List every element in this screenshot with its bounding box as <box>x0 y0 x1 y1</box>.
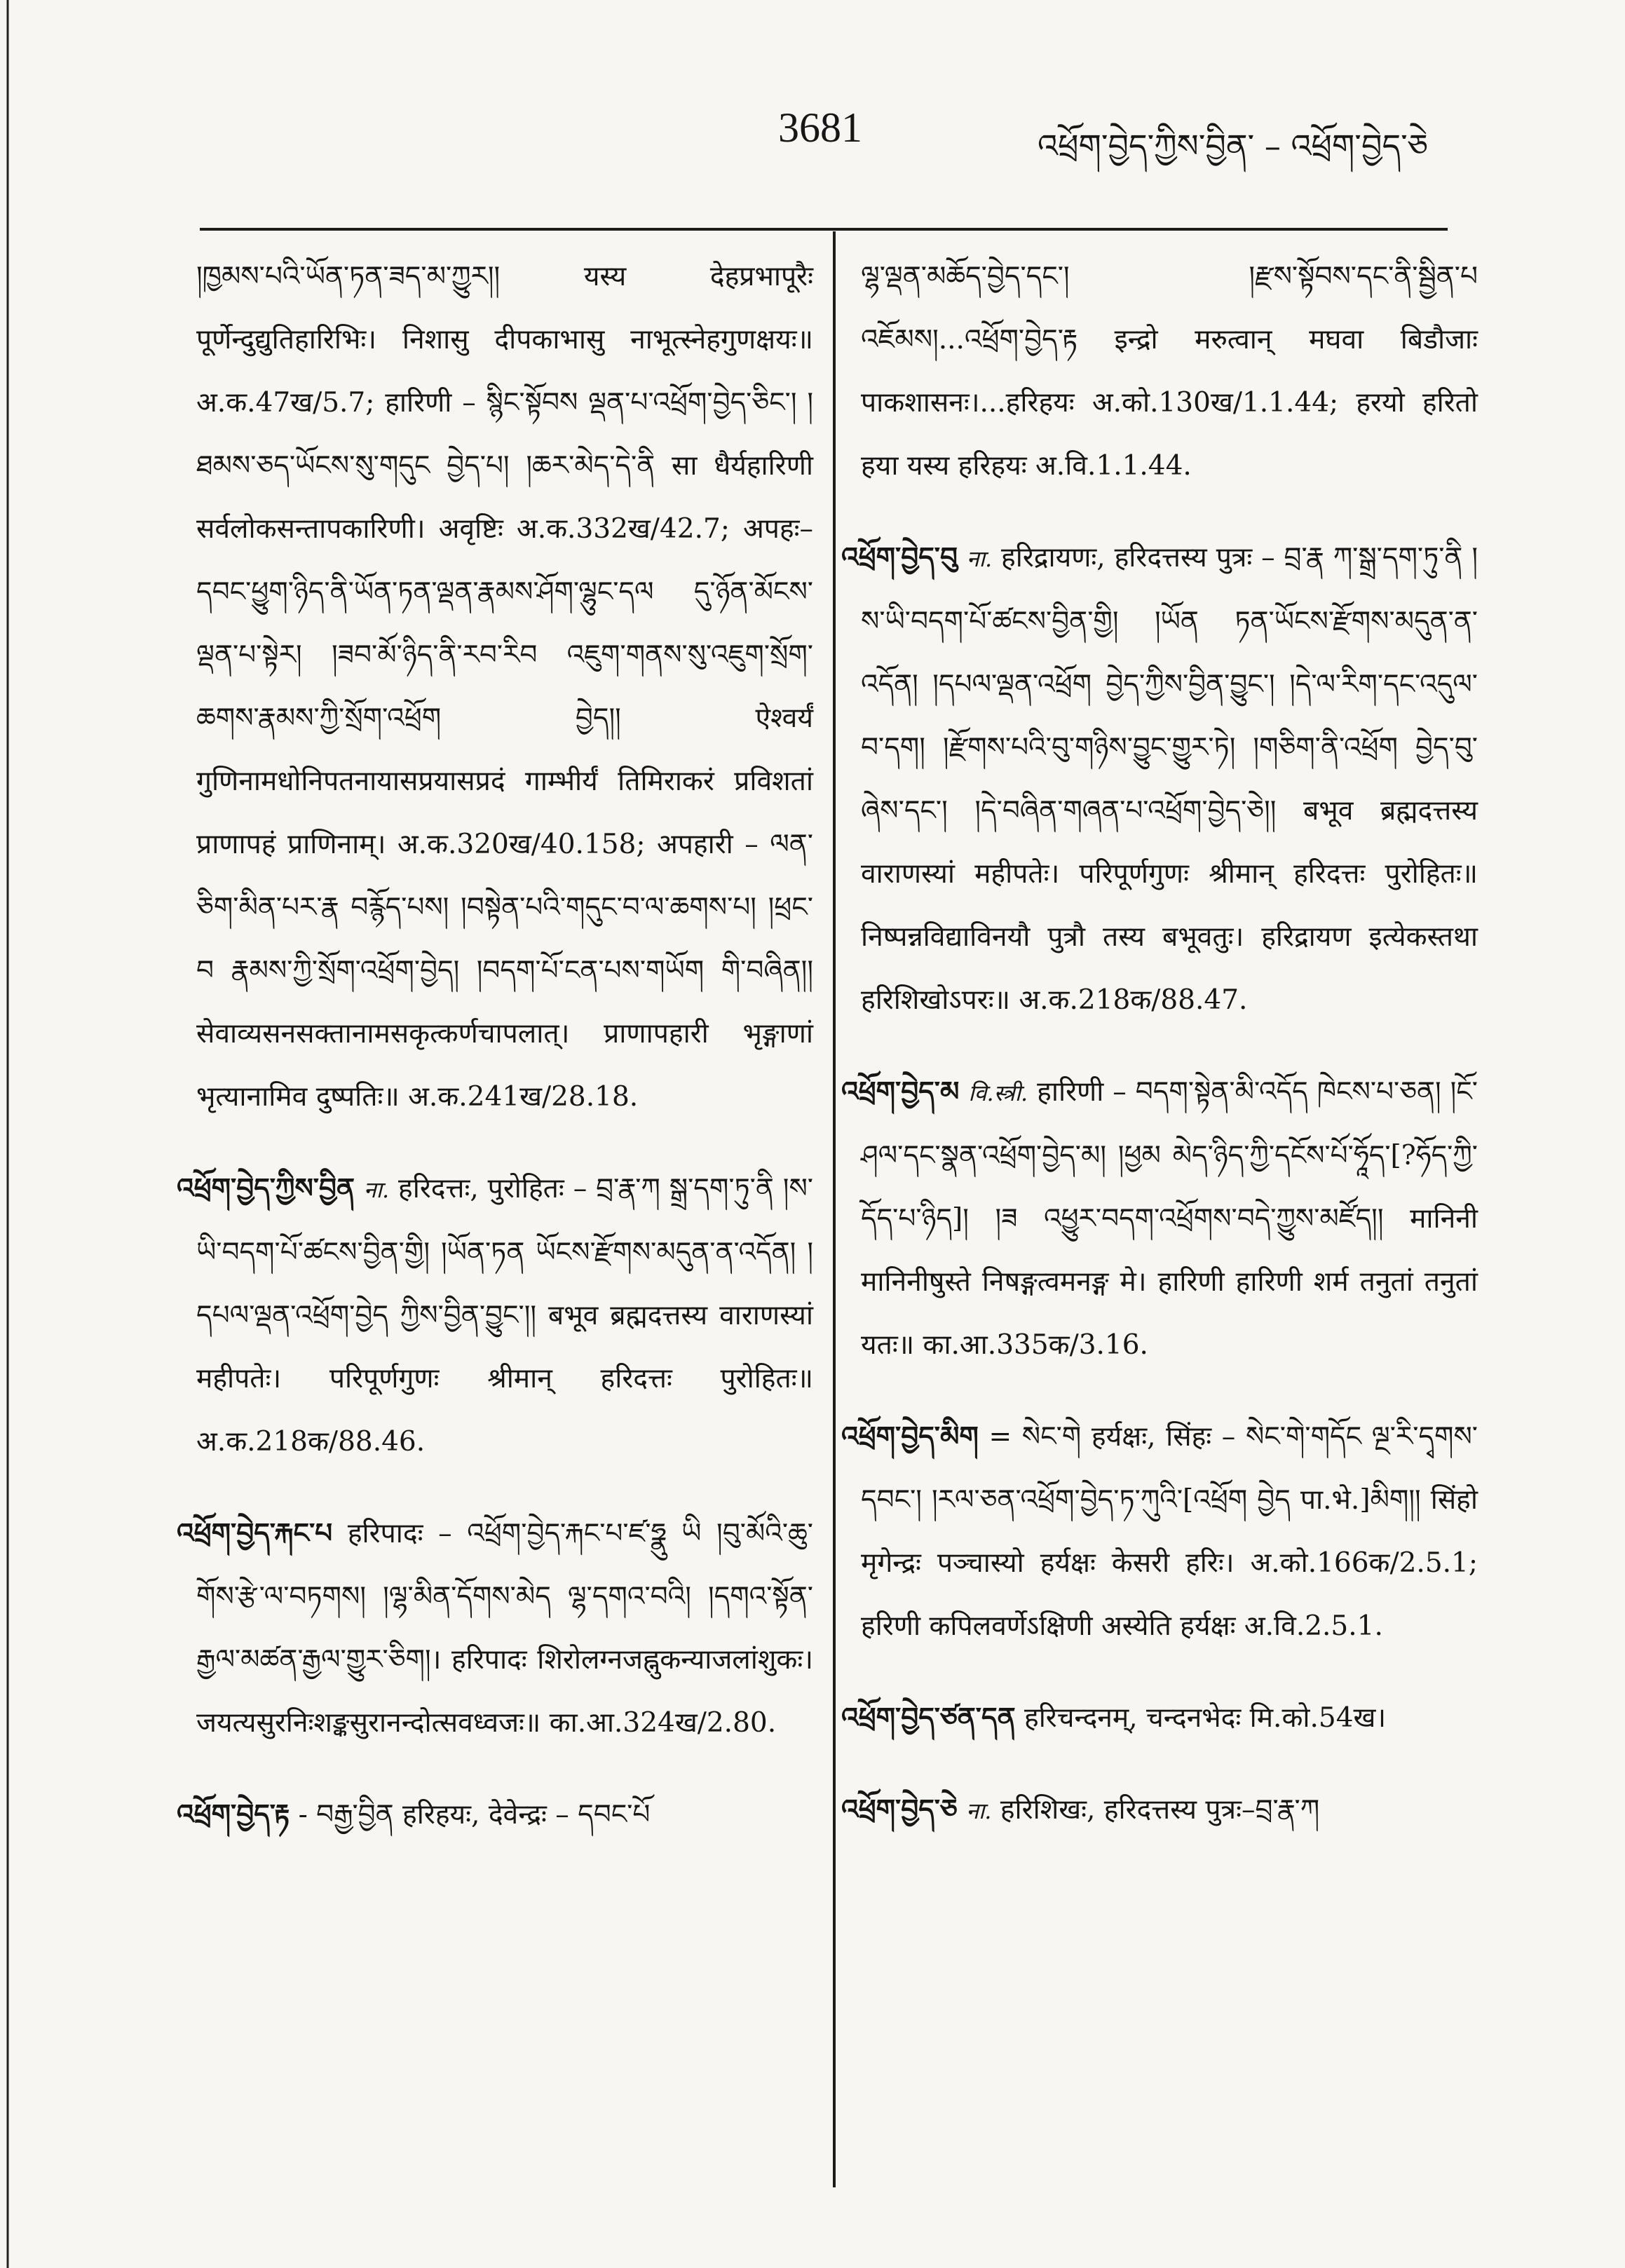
entry-headword: འཕྲོག་བྱེད་ཀྱིས་བྱིན <box>177 1172 355 1204</box>
dictionary-entry <box>861 245 1478 498</box>
entry-body: །ཁྱམས་པའི་ཡོན་ཏན་ཟད་མ་ཀྱུར།། यस्य देहप्रभापूरैः पूर्णेन्दुद्युतिहारिभिः। निशासु दीपकाभासु नाभूत्स्नेहगुणक्षयः॥ अ.क.47ख/5.7; हारिणी – སྙིང་སྟོབས ལྡན་པ་འཕྲོག་བྱེད་ཅིང་། །ཐམས་ཅད་ཡོངས་སུ་གདུང བྱེད་པ། །ཆར་མེད་དེ་ནི सा धैर्यहारिणी सर्वलोकसन्तापकारिणी। अवृष्टिः अ.क.332ख/42.7; अपहः– དབང་ཕྱུག་ཉིད་ནི་ཡོན་ཏན་ལྡན་རྣམས་ཤོག་ལྷུང་དལ དུ་ཉོན་མོངས་ལྡན་པ་སྟེར། །ཟབ་མོ་ཉིད་ནི་རབ་རིབ འཇུག་གནས་སུ་འཇུག་སྲོག་ཆགས་རྣམས་ཀྱི་སྲོག་འཕྲོག བྱེད།། ऐश्वर्यं गुणिनामधोनिपतनायासप्रयासप्रदं गाम्भीर्यं तिमिराकरं प्रविशतां प्राणापहं प्राणिनाम्। अ.क.320ख/40.158; अपहारी – ལན་ཅིག་མིན་པར་རྣ བརྙོད་པས། །བསྟེན་པའི་གདུང་བ་ལ་ཆགས་པ། །ཕྲང་བ རྣམས་ཀྱི་སྲོག་འཕྲོག་བྱེད། །བདག་པོ་ངན་པས་གཡོག གི་བཞིན།། सेवाव्यसनसक्तानामसकृत्कर्णचापलात्। प्राणापहारी भृङ्गाणां भृत्यानामिव दुष्पतिः॥ अ.क.241ख/28.18. <box>196 261 813 1113</box>
entry-headword: འཕྲོག་བྱེད་ཙན་དན <box>841 1702 1016 1734</box>
dictionary-entry <box>177 1783 813 1847</box>
entry-body: - བརྒྱ་བྱིན हरिहयः, देवेन्द्रः – དབང་པོ <box>298 1799 651 1831</box>
entry-grammar: ना. <box>966 1798 992 1824</box>
page-number: 3681 <box>778 104 862 151</box>
left-column <box>177 245 813 1875</box>
dictionary-entry <box>841 1686 1478 1750</box>
entry-grammar: ना. <box>966 545 993 572</box>
entry-body: हरिचन्दनम्, चन्दनभेदः मि.को.54ख। <box>1024 1702 1387 1734</box>
entry-body: हरिद्रायणः, हरिदत्तस्य पुत्रः – བྲ་རྣ ཀ་སྒྲ་དག་ཏུ་ནི །ས་ཡི་བདག་པོ་ཚངས་བྱིན་གྱི། །ཡོན ཏན་ཡོངས་རྫོགས་མདུན་ན་འདོན། །དཔལ་ལྡན་འཕྲོག བྱེད་ཀྱིས་བྱིན་བྱུང་། །དེ་ལ་རིག་དང་འདུལ་བ་དག། །རྫོགས་པའི་བུ་གཉིས་བྱུང་གྱུར་ཏེ། །གཅིག་ནི་འཕྲོག བྱེད་བུ་ཞེས་དང་། །དེ་བཞིན་གཞན་པ་འཕྲོག་བྱེད་ཅེ།། बभूव ब्रह्मदत्तस्य वाराणस्यां महीपतेः। परिपूर्णगुणः श्रीमान् हरिदत्तः पुरोहितः॥ निष्पन्नविद्याविनयौ पुत्रौ तस्य बभूवतुः। हरिद्रायण इत्येकस्तथा हरिशिखोऽपरः॥ अ.क.218क/88.47. <box>861 542 1478 1016</box>
entry-headword: འཕྲོག་བྱེད་རྐང་པ <box>177 1517 333 1549</box>
entry-headword: འཕྲོག་བྱེད་མིག <box>841 1420 979 1453</box>
dictionary-entry <box>196 245 813 1129</box>
header-rule <box>200 228 1448 231</box>
entry-body: हरिपादः – འཕྲོག་བྱེད་རྐང་པ་ཛ་ཧྣུ ཡི །བུ་མོའི་ཆུ་གོས་རྩེ་ལ་བཏགས། །ལྷ་མིན་དོགས་མེད ལྷ་དགའ་བའི། །དགའ་སྟོན་རྒྱལ་མཚན་རྒྱལ་གྱུར་ཅིག།। हरिपादः शिरोलग्नजह्नुकन्याजलांशुकः। जयत्यसुरनिःशङ्कसुरानन्दोत्सवध्वजः॥ का.आ.324ख/2.80. <box>196 1518 813 1739</box>
entry-body: ལྷ་ལྡན་མཆོད་བྱེད་དང་། །རྫས་སྟོབས་དང་ནི་སྦྱིན་པ འཇོམས།...འཕྲོག་བྱེད་རྟ इन्द्रो मरुत्वान् मघवा बिडौजाः पाकशासनः।...हरिहयः अ.को.130ख/1.1.44; हरयो हरितो हया यस्य हरिहयः अ.वि.1.1.44. <box>861 261 1478 482</box>
entry-grammar: वि.स्त्री. <box>968 1080 1028 1106</box>
running-head: འཕྲོག་བྱེད་ཀྱིས་བྱིན་ – འཕྲོག་བྱེད་ཅེ <box>1038 127 1429 165</box>
dictionary-entry <box>841 526 1478 1032</box>
entry-grammar: ना. <box>363 1176 390 1203</box>
dictionary-entry <box>841 1060 1478 1377</box>
entry-body: हरिदत्तः, पुरोहितः – བྲ་རྣ་ཀ སྒྲ་དག་ཏུ་ནི །ས་ཡི་བདག་པོ་ཚངས་བྱིན་གྱི། །ཡོན་ཏན ཡོངས་རྫོགས་མདུན་ན་འདོན། །དཔལ་ལྡན་འཕྲོག་བྱེད ཀྱིས་བྱིན་བྱུང་།། बभूव ब्रह्मदत्तस्य वाराणस्यां महीपतेः। परिपूर्णगुणः श्रीमान् हरिदत्तः पुरोहितः॥ अ.क.218क/88.46. <box>196 1173 813 1458</box>
entry-headword: འཕྲོག་བྱེད་ཅེ <box>841 1793 958 1826</box>
column-divider <box>833 231 836 2187</box>
dictionary-entry <box>841 1778 1478 1842</box>
entry-headword: འཕྲོག་བྱེད་བུ <box>841 541 958 573</box>
right-column <box>841 245 1478 1870</box>
entry-body: हारिणी – བདག་སྟེན་མི་འདོད ཁེངས་པ་ཅན། །ངོ་ཤལ་དང་སྣན་འཕྲོག་བྱེད་མ། །ཕྱམ མེད་ཉིད་ཀྱི་དངོས་པོ་ཧཱོད་[?ཧོད་ཀྱི་དོད་པ་ཉིད]། །ཟ འཕྱུར་བདག་འཕྲོགས་བདེ་ཀྱུས་མཛོད།། मानिनी मानिनीषुस्ते निषङ्गत्वमनङ्ग मे। हारिणी हारिणी शर्म तनुतां तनुतां यतः॥ का.आ.335क/3.16. <box>861 1076 1478 1361</box>
entry-body: हरिशिखः, हरिदत्तस्य पुत्रः–བྲ་རྣ་ཀ <box>1000 1794 1320 1826</box>
entry-headword: འཕྲོག་བྱེད་མ <box>841 1075 960 1108</box>
dictionary-entry <box>177 1157 813 1474</box>
entry-headword: འཕྲོག་བྱེད་རྟ <box>177 1798 290 1831</box>
entry-body: = སེང་གེ हर्यक्षः, सिंहः – སེང་གེ་གདོང ལྔ་རི་དྭགས་དབང་། །རལ་ཅན་འཕྲོག་བྱེད་ཏ་ཀུའི་[འཕྲོག བྱེད पा.भे.]མིག།། सिंहो मृगेन्द्रः पञ्चास्यो हर्यक्षः केसरी हरिः। अ.को.166क/2.5.1; हरिणी कपिलवर्णेऽक्षिणी अस्येति हर्यक्षः अ.वि.2.5.1. <box>861 1421 1478 1642</box>
dictionary-entry <box>841 1405 1478 1658</box>
scan-edge-mark <box>6 0 10 2268</box>
dictionary-entry <box>177 1502 813 1755</box>
